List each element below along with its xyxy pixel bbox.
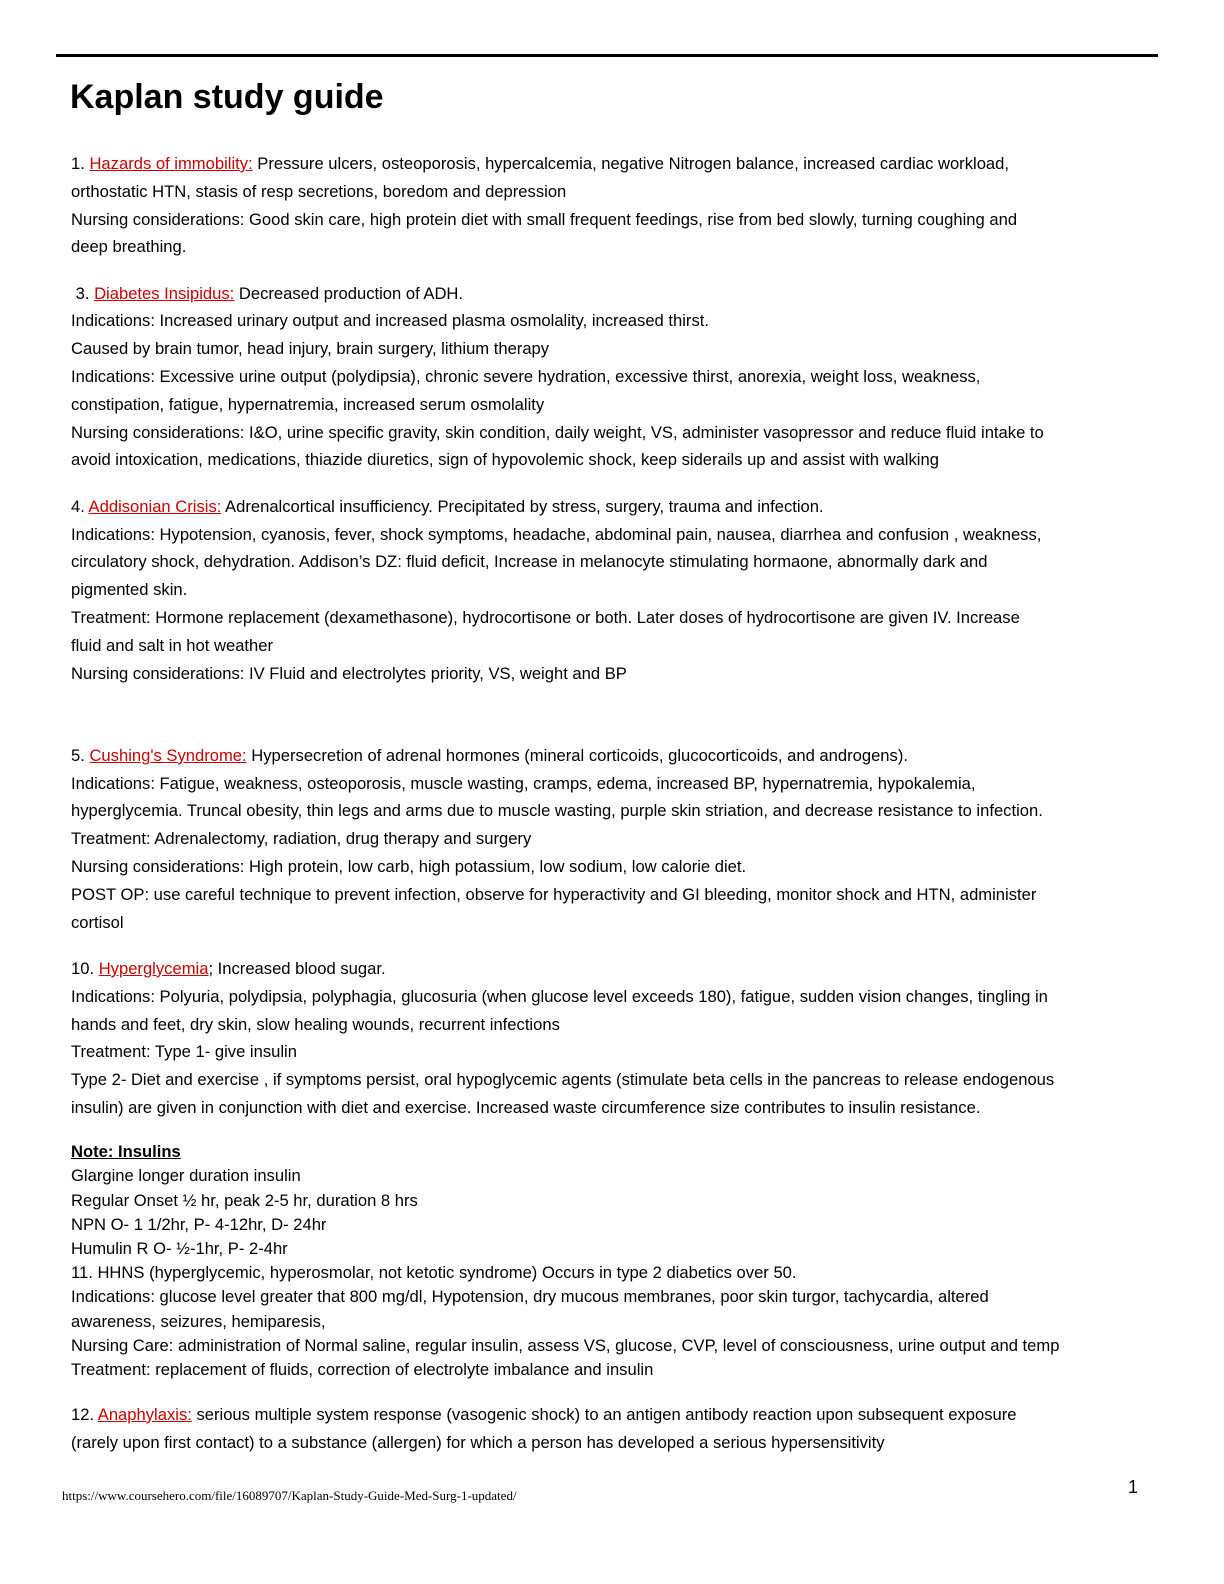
section-text-line: POST OP: use careful technique to prevent infection, observe for hyperactivity and GI bleeding, monitor shock and HTN, administer — [71, 884, 1037, 904]
section-text-line: Caused by brain tumor, head injury, brain surgery, lithium therapy — [71, 339, 550, 359]
blank-gap — [71, 706, 1141, 742]
section-heading-line: 12. Anaphylaxis: serious multiple system response (vasogenic shock) to an antigen antibody reaction upon subsequent exposure — [71, 1404, 1017, 1424]
document-body — [71, 150, 1141, 1475]
section-text-line: Nursing considerations: Good skin care, high protein diet with small frequent feedings, rise from bed slowly, turning coughing and — [71, 209, 1018, 229]
topic-link-cushings-syndrome[interactable]: Cushing's Syndrome: — [89, 745, 247, 765]
section-text-line: constipation, fatigue, hypernatremia, increased serum osmolality — [71, 394, 545, 414]
footer-url[interactable]: https://www.coursehero.com/file/16089707/Kaplan-Study-Guide-Med-Surg-1-updated/ — [62, 1488, 517, 1503]
section-text-line: cortisol — [71, 912, 124, 932]
section-text-line: circulatory shock, dehydration. Addison’s DZ: fluid deficit, Increase in melanocyte stimulating hormaone, abnormally dark and — [71, 552, 988, 572]
topic-link-hazards-of-immobility[interactable]: Hazards of immobility: — [89, 154, 253, 173]
section-text-line: Indications: Increased urinary output and increased plasma osmolality, increased thirst. — [71, 311, 709, 331]
section-text-line: pigmented skin. — [71, 580, 188, 600]
note-text-line: Glargine longer duration insulin — [71, 1166, 301, 1186]
note-text-line: Regular Onset ½ hr, peak 2-5 hr, duration 8 hrs — [71, 1190, 418, 1210]
section-text-line: Nursing considerations: IV Fluid and electrolytes priority, VS, weight and BP — [71, 663, 627, 683]
note-heading: Note: Insulins — [71, 1142, 181, 1162]
top-rule — [56, 54, 1158, 57]
section-text-line: Nursing considerations: I&O, urine specific gravity, skin condition, daily weight, VS, administer vasopressor and reduce fluid intake to — [71, 422, 1044, 442]
note-text-line: awareness, seizures, hemiparesis, — [71, 1311, 326, 1331]
section-text-line: Indications: Excessive urine output (polydipsia), chronic severe hydration, excessive thirst, anorexia, weight loss, weakness, — [71, 367, 981, 387]
note-text-line: Treatment: replacement of fluids, correction of electrolyte imbalance and insulin — [71, 1360, 654, 1380]
section-text-line: Nursing considerations: High protein, low carb, high potassium, low sodium, low calorie diet. — [71, 857, 747, 877]
section-text-line: hyperglycemia. Truncal obesity, thin legs and arms due to muscle wasting, purple skin striation, and decrease resistance to infection. — [71, 801, 1043, 821]
page-number: 1 — [1128, 1477, 1139, 1497]
topic-link-anaphylaxis[interactable]: Anaphylaxis: — [97, 1404, 192, 1424]
topic-link-diabetes-insipidus[interactable]: Diabetes Insipidus: — [94, 283, 235, 303]
section-hyperglycemia — [71, 955, 1141, 1122]
section-heading-line: 10. Hyperglycemia; Increased blood sugar. — [71, 958, 386, 978]
page-title: Kaplan study guide — [70, 78, 384, 116]
section-text-line: Treatment: Adrenalectomy, radiation, drug therapy and surgery — [71, 829, 532, 849]
note-text-line: NPN O- 1 1/2hr, P- 4-12hr, D- 24hr — [71, 1214, 327, 1234]
section-note-insulins — [71, 1140, 1141, 1382]
section-hazards-of-immobility — [71, 150, 1141, 261]
section-text-line: Type 2- Diet and exercise , if symptoms persist, oral hypoglycemic agents (stimulate beta cells in the pancreas to release endogenous — [71, 1070, 1055, 1090]
section-text-line: Indications: Hypotension, cyanosis, fever, shock symptoms, headache, abdominal pain, nausea, diarrhea and confusion , weakness, — [71, 524, 1042, 544]
section-heading-line: 1. Hazards of immobility: Pressure ulcers, osteoporosis, hypercalcemia, negative Nitrogen balance, increased cardiac workload, — [71, 154, 1009, 173]
section-text-line: Indications: Polyuria, polydipsia, polyphagia, glucosuria (when glucose level exceeds 180), fatigue, sudden vision changes, tingling in — [71, 986, 1048, 1006]
section-heading-line: 4. Addisonian Crisis: Adrenalcortical insufficiency. Precipitated by stress, surgery, trauma and infection. — [71, 496, 824, 516]
section-text-line: deep breathing. — [71, 237, 187, 257]
section-heading-line: 5. Cushing's Syndrome: Hypersecretion of adrenal hormones (mineral corticoids, glucocorticoids, and androgens). — [71, 745, 908, 765]
section-diabetes-insipidus — [71, 280, 1141, 475]
note-text-line: Indications: glucose level greater that 800 mg/dl, Hypotension, dry mucous membranes, poor skin turgor, tachycardia, altered — [71, 1287, 989, 1307]
section-text-line: hands and feet, dry skin, slow healing wounds, recurrent infections — [71, 1014, 560, 1034]
section-cushings-syndrome — [71, 742, 1141, 937]
section-text-line: fluid and salt in hot weather — [71, 635, 274, 655]
note-text-line: Nursing Care: administration of Normal saline, regular insulin, assess VS, glucose, CVP, level of consciousness, urine output and temp — [71, 1335, 1060, 1355]
section-heading-line: 3. Diabetes Insipidus: Decreased production of ADH. — [71, 283, 464, 303]
section-text-line: Indications: Fatigue, weakness, osteoporosis, muscle wasting, cramps, edema, increased BP, hypernatremia, hypokalemia, — [71, 773, 976, 793]
note-text-line: 11. HHNS (hyperglycemic, hyperosmolar, not ketotic syndrome) Occurs in type 2 diabetics over 50. — [71, 1263, 797, 1283]
section-text-line: avoid intoxication, medications, thiazide diuretics, sign of hypovolemic shock, keep siderails up and assist with walking — [71, 450, 939, 470]
section-text-line: Treatment: Type 1- give insulin — [71, 1042, 297, 1062]
section-text-line: insulin) are given in conjunction with diet and exercise. Increased waste circumference size contributes to insulin resistance. — [71, 1097, 981, 1117]
topic-link-addisonian-crisis[interactable]: Addisonian Crisis: — [88, 496, 222, 516]
section-anaphylaxis — [71, 1401, 1141, 1457]
section-text-line: orthostatic HTN, stasis of resp secretions, boredom and depression — [71, 181, 567, 201]
topic-link-hyperglycemia[interactable]: Hyperglycemia — [98, 958, 209, 978]
section-addisonian-crisis — [71, 493, 1141, 688]
note-text-line: Humulin R O- ½-1hr, P- 2-4hr — [71, 1239, 288, 1259]
section-text-line: (rarely upon first contact) to a substance (allergen) for which a person has developed a serious hypersensitivity — [71, 1432, 885, 1452]
section-text-line: Treatment: Hormone replacement (dexamethasone), hydrocortisone or both. Later doses of hydrocortisone are given IV. Increase — [71, 607, 1020, 627]
